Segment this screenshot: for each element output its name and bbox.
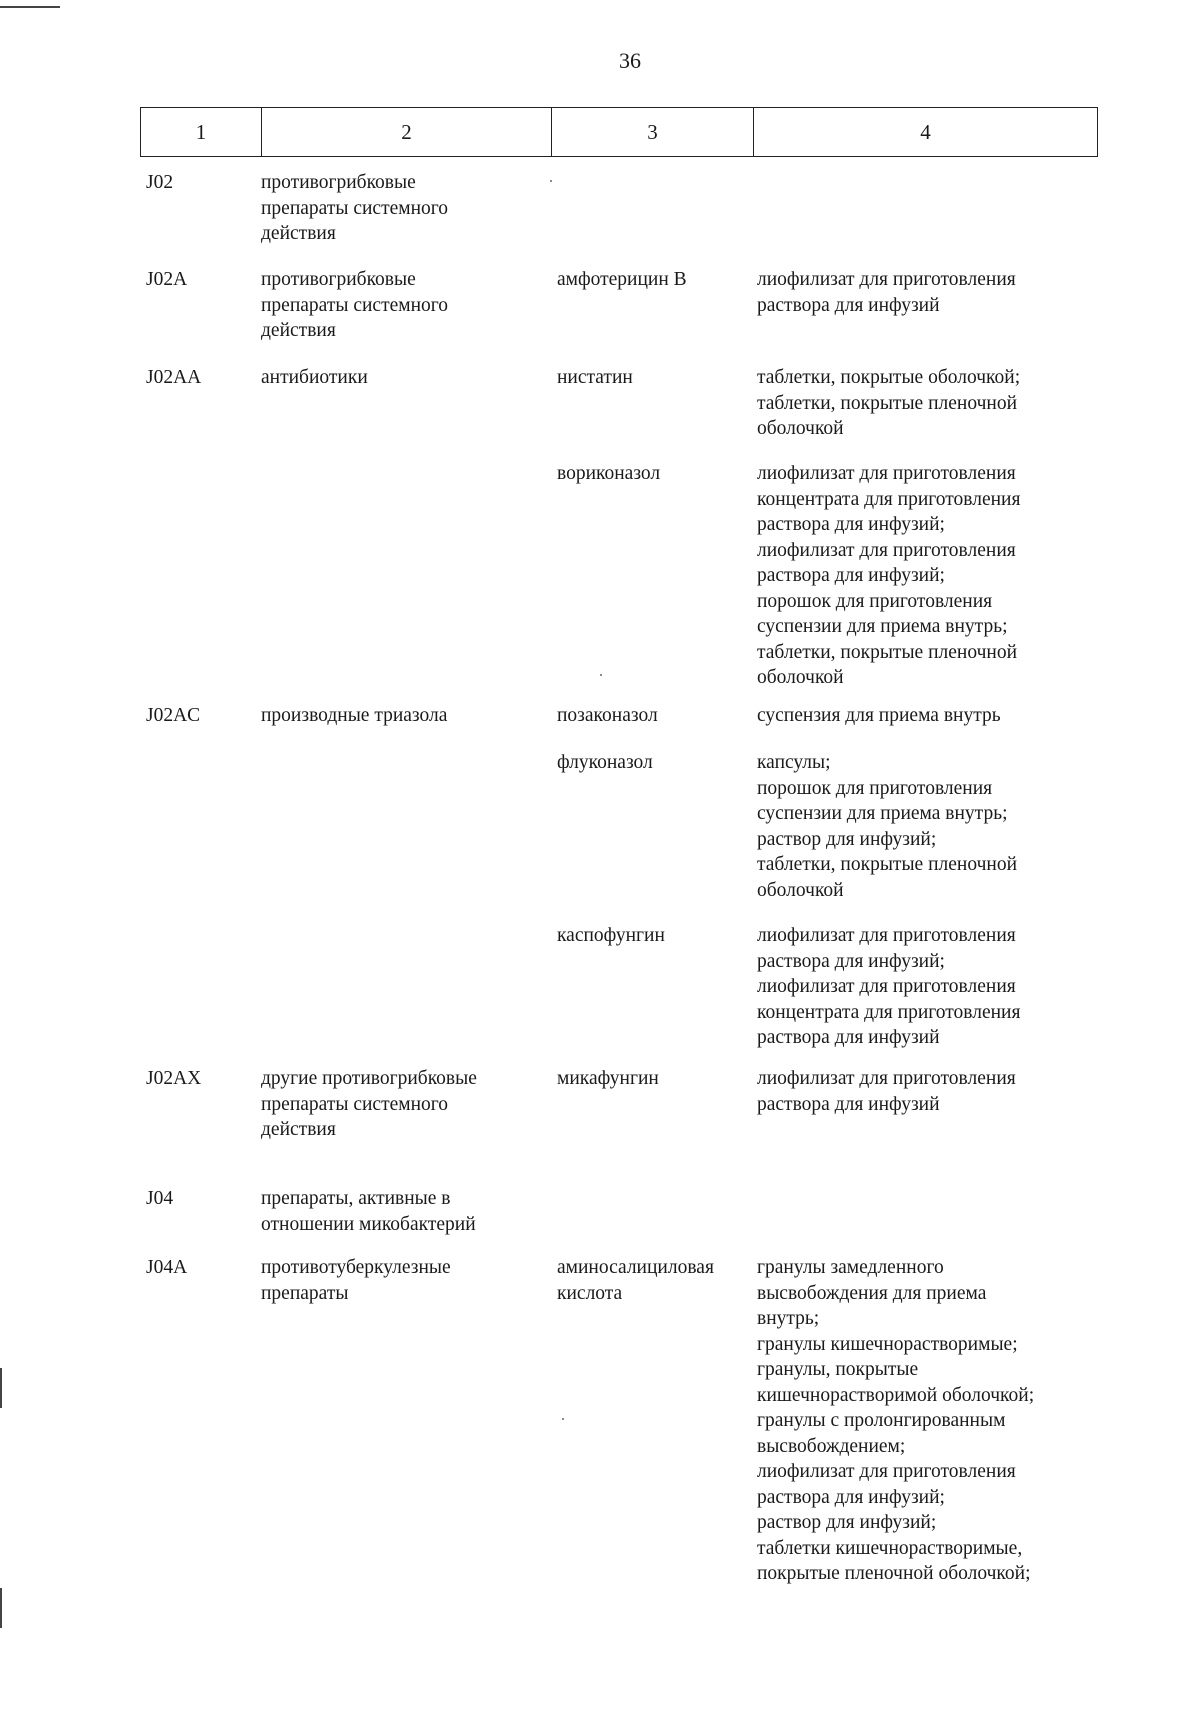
header-col-1: 1 <box>141 108 262 156</box>
drug-name: микафунгин <box>557 1068 659 1089</box>
group-name: противотуберкулезные препараты <box>261 1257 451 1304</box>
dosage-forms: лиофилизат для приготовления раствора для инфузий; лиофилизат для приготовления концентрата для приготовления раствора для инфузий <box>757 925 1021 1048</box>
atc-code: J02AC <box>146 705 201 726</box>
table-row <box>140 267 1098 365</box>
drug-name: флуконазол <box>557 752 653 773</box>
table-row <box>140 365 1098 461</box>
drug-name <box>542 1186 744 1255</box>
table-row <box>140 750 1098 923</box>
table-row <box>140 170 1098 267</box>
dosage-forms: гранулы замедленного высвобождения для приема внутрь; гранулы кишечнорастворимые; гранулы, покрытые кишечнорастворимой оболочкой; гранулы с пролонгированным высвобождением; лиофилизат для приготовления раствора для инфузий; раствор для инфузий; таблетки кишечнорастворимые, покрытые пленочной оболочкой; <box>757 1257 1035 1584</box>
drug-name: вориконазол <box>557 463 661 484</box>
dosage-forms: лиофилизат для приготовления раствора для инфузий <box>757 1068 1016 1115</box>
dosage-forms: таблетки, покрытые оболочкой; таблетки, покрытые пленочной оболочкой <box>757 367 1021 439</box>
header-col-2: 2 <box>262 108 552 156</box>
atc-code: J02A <box>146 269 188 290</box>
group-name: производные триазола <box>261 705 448 726</box>
drug-name: амфотерицин В <box>557 269 687 290</box>
atc-code: J02 <box>146 172 174 193</box>
atc-code: J02AA <box>146 367 202 388</box>
drug-name <box>542 170 744 267</box>
table-header <box>140 107 1098 157</box>
table-row <box>140 1255 1098 1595</box>
table-row <box>140 461 1098 703</box>
drug-name: аминосалициловая кислота <box>557 1257 714 1304</box>
atc-code: J02AX <box>146 1068 202 1089</box>
group-name: противогрибковые препараты системного действия <box>261 269 449 341</box>
header-col-3: 3 <box>552 108 754 156</box>
table-row <box>140 1186 1098 1255</box>
drug-name: позаконазол <box>557 705 658 726</box>
table-row <box>140 923 1098 1066</box>
dosage-forms <box>744 170 1098 267</box>
page-number: 36 <box>619 48 641 73</box>
group-name <box>252 923 542 1066</box>
dosage-forms: лиофилизат для приготовления концентрата для приготовления раствора для инфузий; лиофилизат для приготовления раствора для инфузий; порошок для приготовления суспензии для приема внутрь; таблетки, покрытые пленочной оболочкой <box>757 463 1021 688</box>
group-name: противогрибковые препараты системного действия <box>261 172 449 244</box>
atc-code <box>140 750 252 923</box>
drug-name: нистатин <box>557 367 633 388</box>
table-row <box>140 703 1098 750</box>
atc-code: J04 <box>146 1188 174 1209</box>
group-name: препараты, активные в отношении микобактерий <box>261 1188 476 1235</box>
scan-edge-mark <box>0 6 60 8</box>
group-name: антибиотики <box>261 367 368 388</box>
atc-code: J04A <box>146 1257 188 1278</box>
group-name: другие противогрибковые препараты системного действия <box>261 1068 477 1140</box>
group-name <box>252 461 542 703</box>
group-name <box>252 750 542 923</box>
atc-code <box>140 923 252 1066</box>
dosage-forms <box>744 1186 1098 1255</box>
header-col-4: 4 <box>920 119 931 144</box>
atc-code <box>140 461 252 703</box>
dosage-forms: суспензия для приема внутрь <box>757 705 1001 726</box>
scan-edge-mark <box>0 1588 2 1628</box>
drug-name: каспофунгин <box>557 925 665 946</box>
table-row <box>140 1066 1098 1186</box>
dosage-forms: лиофилизат для приготовления раствора для инфузий <box>757 269 1016 316</box>
dosage-forms: капсулы; порошок для приготовления суспензии для приема внутрь; раствор для инфузий; таблетки, покрытые пленочной оболочкой <box>757 752 1018 901</box>
table-body <box>140 170 1098 1595</box>
scan-edge-mark <box>0 1368 2 1408</box>
